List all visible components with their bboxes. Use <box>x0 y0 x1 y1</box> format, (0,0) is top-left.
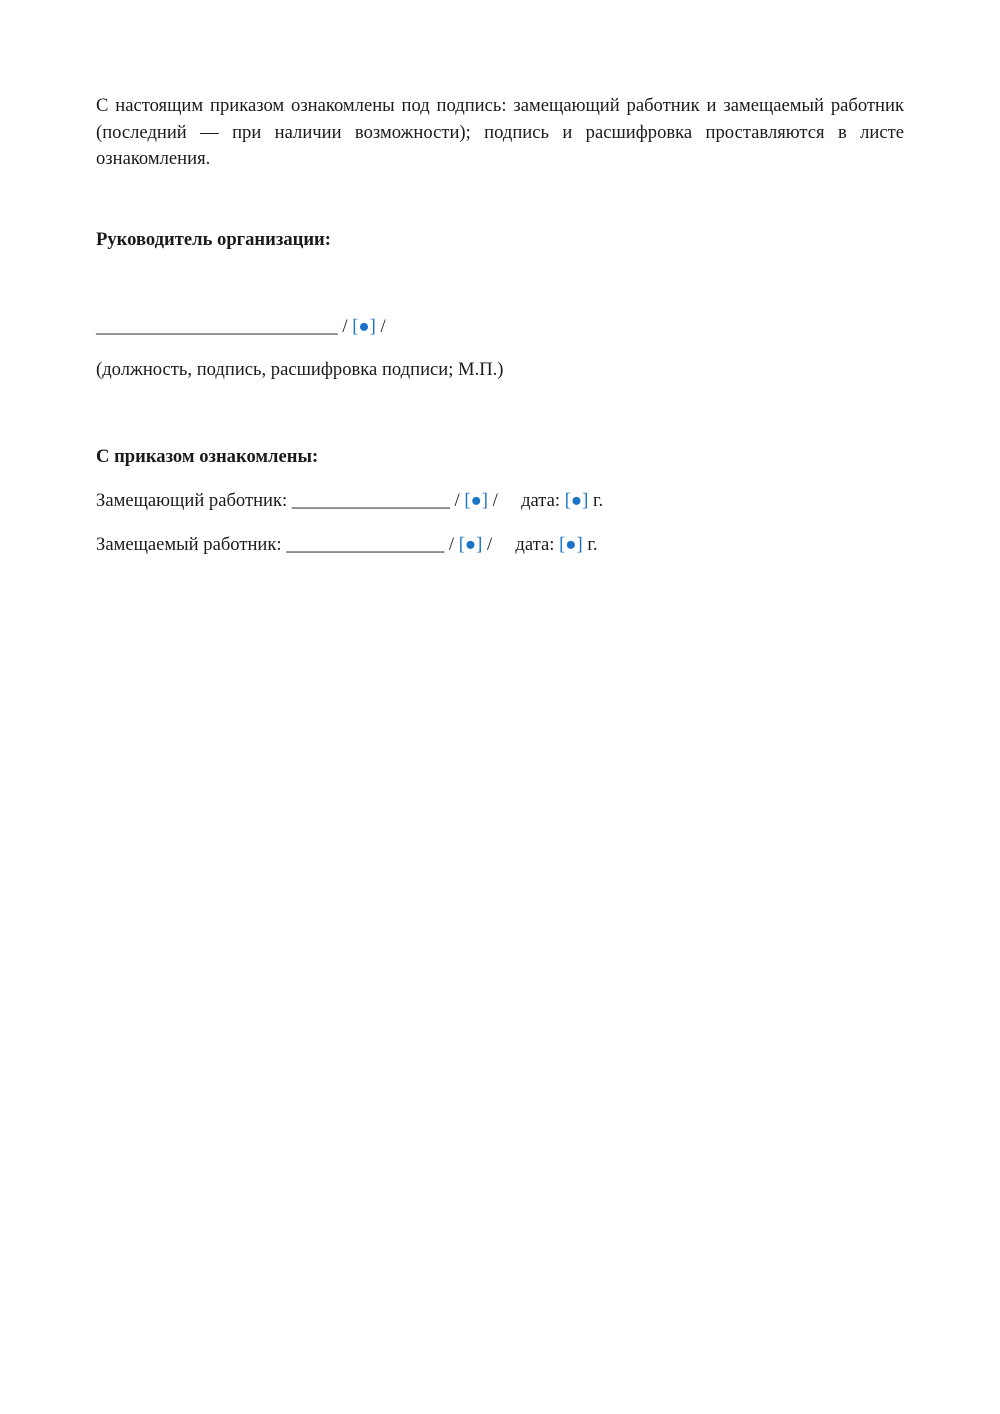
acknowledgement-row-substitute <box>96 488 603 514</box>
signature-blank: _________________ <box>286 534 445 555</box>
acknowledgement-row-replaced <box>96 532 598 558</box>
date-label: дата: <box>521 490 565 511</box>
year-suffix: г. <box>588 490 604 511</box>
separator: / <box>488 490 522 511</box>
name-placeholder: [●] <box>458 534 483 555</box>
acknowledgement-heading: С приказом ознакомлены: <box>96 446 319 467</box>
name-placeholder: [●] <box>464 490 488 511</box>
signature-blank: _________________ <box>291 490 450 511</box>
separator: / <box>482 534 516 555</box>
date-label: дата: <box>515 534 560 555</box>
separator: / <box>449 490 465 511</box>
name-placeholder: [●] <box>352 316 376 337</box>
manager-signature-line <box>96 314 386 340</box>
separator: / <box>337 316 353 337</box>
signature-blank: __________________________ <box>96 316 338 337</box>
row-label: Замещающий работник: <box>96 490 292 511</box>
manager-heading: Руководитель организации: <box>96 229 331 250</box>
intro-paragraph: С настоящим приказом ознакомлены под подпись: замещающий работник и замещаемый работник (последний — при наличии возможности); подпись и расшифровка проставляются в листе ознакомления. <box>96 95 904 169</box>
separator: / <box>444 534 459 555</box>
separator: / <box>375 316 386 337</box>
signature-note: (должность, подпись, расшифровка подписи; М.П.) <box>96 359 504 380</box>
date-placeholder: [●] <box>564 490 589 511</box>
row-label: Замещаемый работник: <box>96 534 287 555</box>
date-placeholder: [●] <box>559 534 583 555</box>
year-suffix: г. <box>582 534 598 555</box>
